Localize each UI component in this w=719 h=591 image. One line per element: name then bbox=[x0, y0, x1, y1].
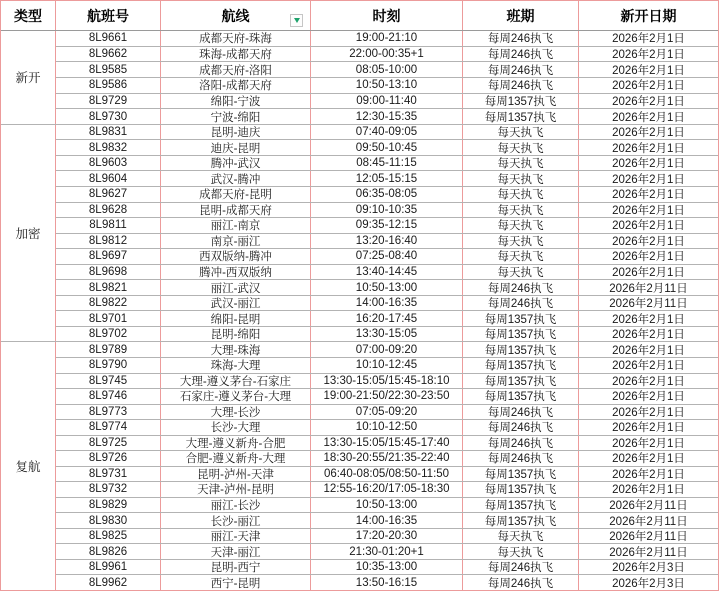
table-row bbox=[56, 543, 718, 559]
date-cell: 2026年2月1日 bbox=[612, 173, 685, 186]
schedule-cell: 每周1357执飞 bbox=[463, 482, 579, 497]
schedule-cell: 每周246执飞 bbox=[463, 280, 579, 295]
route-cell: 宁波-绵阳 bbox=[161, 109, 311, 124]
time-cell: 09:00-11:40 bbox=[311, 94, 463, 109]
group-rows bbox=[56, 31, 718, 124]
route-cell: 腾冲-武汉 bbox=[161, 156, 311, 171]
flight-cell: 8L9829 bbox=[56, 498, 161, 513]
time-cell: 14:00-16:35 bbox=[311, 513, 463, 528]
flight-cell: 8L9603 bbox=[56, 156, 161, 171]
route-cell: 西双版纳-腾冲 bbox=[161, 249, 311, 264]
flight-cell: 8L9832 bbox=[56, 140, 161, 155]
column-header-label: 航线 bbox=[221, 7, 250, 24]
table-row bbox=[56, 373, 718, 389]
group-rows bbox=[56, 125, 718, 342]
flight-cell: 8L9826 bbox=[56, 544, 161, 559]
schedule-cell: 每天执飞 bbox=[463, 234, 579, 249]
time-cell: 13:20-16:40 bbox=[311, 234, 463, 249]
route-cell: 丽江-天津 bbox=[161, 529, 311, 544]
schedule-cell: 每天执飞 bbox=[463, 187, 579, 202]
time-cell: 07:00-09:20 bbox=[311, 342, 463, 357]
table-row bbox=[56, 93, 718, 109]
schedule-cell: 每周246执飞 bbox=[463, 47, 579, 62]
route-cell: 昆明-泸州-天津 bbox=[161, 467, 311, 482]
date-cell: 2026年2月1日 bbox=[612, 158, 685, 171]
time-cell: 07:05-09:20 bbox=[311, 405, 463, 420]
time-cell: 14:00-16:35 bbox=[311, 296, 463, 311]
date-cell: 2026年2月1日 bbox=[612, 267, 685, 280]
row-group-new bbox=[1, 31, 718, 125]
time-cell: 10:10-12:45 bbox=[311, 358, 463, 373]
flight-cell: 8L9604 bbox=[56, 171, 161, 186]
time-cell: 13:50-16:15 bbox=[311, 575, 463, 590]
flight-cell: 8L9729 bbox=[56, 94, 161, 109]
column-header-label: 新开日期 bbox=[620, 7, 677, 24]
table-row bbox=[56, 202, 718, 218]
column-header-type bbox=[1, 1, 56, 30]
date-cell: 2026年2月1日 bbox=[612, 468, 685, 481]
table-row bbox=[56, 125, 718, 140]
table-row bbox=[56, 388, 718, 404]
filter-dropdown-button[interactable] bbox=[290, 14, 303, 27]
header-row bbox=[1, 1, 718, 31]
time-cell: 09:35-12:15 bbox=[311, 218, 463, 233]
route-cell: 武汉-腾冲 bbox=[161, 171, 311, 186]
flight-cell: 8L9627 bbox=[56, 187, 161, 202]
schedule-cell: 每周1357执飞 bbox=[463, 327, 579, 342]
table-row bbox=[56, 342, 718, 357]
date-cell: 2026年2月1日 bbox=[612, 64, 685, 77]
time-cell: 19:00-21:50/22:30-23:50 bbox=[311, 389, 463, 404]
date-cell: 2026年2月1日 bbox=[612, 204, 685, 217]
time-cell: 08:05-10:00 bbox=[311, 62, 463, 77]
table-row bbox=[56, 31, 718, 46]
schedule-cell: 每周246执飞 bbox=[463, 420, 579, 435]
route-cell: 昆明-成都天府 bbox=[161, 203, 311, 218]
schedule-cell: 每天执飞 bbox=[463, 156, 579, 171]
flight-cell: 8L9662 bbox=[56, 47, 161, 62]
table-row bbox=[56, 264, 718, 280]
date-cell: 2026年2月1日 bbox=[612, 437, 685, 450]
date-cell: 2026年2月1日 bbox=[612, 453, 685, 466]
route-cell: 成都天府-珠海 bbox=[161, 31, 311, 46]
route-cell: 天津-丽江 bbox=[161, 544, 311, 559]
table-row bbox=[56, 357, 718, 373]
flight-cell: 8L9586 bbox=[56, 78, 161, 93]
column-header-route bbox=[161, 1, 311, 30]
schedule-cell: 每周1357执飞 bbox=[463, 342, 579, 357]
date-cell: 2026年2月11日 bbox=[609, 500, 688, 513]
column-header-label: 时刻 bbox=[372, 7, 401, 24]
flight-cell: 8L9812 bbox=[56, 234, 161, 249]
flight-cell: 8L9745 bbox=[56, 374, 161, 389]
schedule-cell: 每周1357执飞 bbox=[463, 467, 579, 482]
time-cell: 22:00-00:35+1 bbox=[311, 47, 463, 62]
schedule-cell: 每周1357执飞 bbox=[463, 109, 579, 124]
date-cell: 2026年2月11日 bbox=[609, 531, 688, 544]
route-cell: 丽江-南京 bbox=[161, 218, 311, 233]
time-cell: 18:30-20:55/21:35-22:40 bbox=[311, 451, 463, 466]
date-cell: 2026年2月11日 bbox=[609, 515, 688, 528]
route-cell: 昆明-西宁 bbox=[161, 560, 311, 575]
schedule-cell: 每周246执飞 bbox=[463, 31, 579, 46]
route-cell: 武汉-丽江 bbox=[161, 296, 311, 311]
time-cell: 07:25-08:40 bbox=[311, 249, 463, 264]
date-cell: 2026年2月3日 bbox=[612, 562, 685, 575]
flight-cell: 8L9661 bbox=[56, 31, 161, 46]
table-row bbox=[56, 450, 718, 466]
route-cell: 昆明-迪庆 bbox=[161, 125, 311, 140]
table-row bbox=[56, 481, 718, 497]
date-cell: 2026年2月1日 bbox=[612, 313, 685, 326]
date-cell: 2026年2月1日 bbox=[612, 422, 685, 435]
table-row bbox=[56, 61, 718, 77]
date-cell: 2026年2月1日 bbox=[612, 33, 685, 46]
date-cell: 2026年2月1日 bbox=[612, 344, 685, 357]
schedule-cell: 每周246执飞 bbox=[463, 62, 579, 77]
table-row bbox=[56, 528, 718, 544]
time-cell: 08:45-11:15 bbox=[311, 156, 463, 171]
table-row bbox=[56, 435, 718, 451]
date-cell: 2026年2月11日 bbox=[609, 298, 688, 311]
date-cell: 2026年2月1日 bbox=[612, 127, 685, 140]
group-type-cell: 加密 bbox=[1, 125, 56, 342]
flight-cell: 8L9585 bbox=[56, 62, 161, 77]
flight-cell: 8L9961 bbox=[56, 560, 161, 575]
schedule-cell: 每周246执飞 bbox=[463, 78, 579, 93]
flight-cell: 8L9811 bbox=[56, 218, 161, 233]
column-header-date bbox=[579, 1, 718, 30]
time-cell: 10:10-12:50 bbox=[311, 420, 463, 435]
table-body bbox=[1, 31, 718, 590]
flight-cell: 8L9702 bbox=[56, 327, 161, 342]
time-cell: 21:30-01:20+1 bbox=[311, 544, 463, 559]
table-row bbox=[56, 77, 718, 93]
date-cell: 2026年2月1日 bbox=[612, 111, 685, 124]
column-header-schedule bbox=[463, 1, 579, 30]
time-cell: 10:50-13:00 bbox=[311, 498, 463, 513]
flight-cell: 8L9732 bbox=[56, 482, 161, 497]
route-cell: 丽江-武汉 bbox=[161, 280, 311, 295]
time-cell: 12:30-15:35 bbox=[311, 109, 463, 124]
date-cell: 2026年2月1日 bbox=[612, 329, 685, 342]
flight-cell: 8L9725 bbox=[56, 436, 161, 451]
schedule-cell: 每周1357执飞 bbox=[463, 311, 579, 326]
date-cell: 2026年2月1日 bbox=[612, 142, 685, 155]
schedule-cell: 每天执飞 bbox=[463, 140, 579, 155]
row-group-resumed bbox=[1, 342, 718, 590]
flight-cell: 8L9701 bbox=[56, 311, 161, 326]
table-row bbox=[56, 46, 718, 62]
date-cell: 2026年2月1日 bbox=[612, 406, 685, 419]
route-cell: 南京-丽江 bbox=[161, 234, 311, 249]
route-cell: 大理-长沙 bbox=[161, 405, 311, 420]
time-cell: 17:20-20:30 bbox=[311, 529, 463, 544]
flight-cell: 8L9726 bbox=[56, 451, 161, 466]
schedule-cell: 每天执飞 bbox=[463, 203, 579, 218]
schedule-cell: 每天执飞 bbox=[463, 125, 579, 140]
flight-cell: 8L9825 bbox=[56, 529, 161, 544]
route-cell: 大理-珠海 bbox=[161, 342, 311, 357]
table-row bbox=[56, 279, 718, 295]
route-cell: 珠海-成都天府 bbox=[161, 47, 311, 62]
flight-cell: 8L9697 bbox=[56, 249, 161, 264]
flight-cell: 8L9773 bbox=[56, 405, 161, 420]
time-cell: 13:30-15:05 bbox=[311, 327, 463, 342]
table-row bbox=[56, 310, 718, 326]
route-cell: 天津-泸州-昆明 bbox=[161, 482, 311, 497]
table-row bbox=[56, 326, 718, 342]
schedule-cell: 每周1357执飞 bbox=[463, 513, 579, 528]
schedule-cell: 每周1357执飞 bbox=[463, 358, 579, 373]
flight-cell: 8L9821 bbox=[56, 280, 161, 295]
table-row bbox=[56, 217, 718, 233]
time-cell: 12:55-16:20/17:05-18:30 bbox=[311, 482, 463, 497]
schedule-cell: 每天执飞 bbox=[463, 529, 579, 544]
schedule-cell: 每周1357执飞 bbox=[463, 374, 579, 389]
flight-cell: 8L9790 bbox=[56, 358, 161, 373]
schedule-cell: 每周1357执飞 bbox=[463, 389, 579, 404]
schedule-cell: 每天执飞 bbox=[463, 218, 579, 233]
flight-cell: 8L9789 bbox=[56, 342, 161, 357]
time-cell: 13:30-15:05/15:45-18:10 bbox=[311, 374, 463, 389]
table-row bbox=[56, 186, 718, 202]
route-cell: 合肥-遵义新舟-大理 bbox=[161, 451, 311, 466]
route-cell: 成都天府-昆明 bbox=[161, 187, 311, 202]
route-cell: 珠海-大理 bbox=[161, 358, 311, 373]
time-cell: 10:50-13:10 bbox=[311, 78, 463, 93]
date-cell: 2026年2月1日 bbox=[612, 95, 685, 108]
table-row bbox=[56, 404, 718, 420]
table-row bbox=[56, 419, 718, 435]
time-cell: 06:40-08:05/08:50-11:50 bbox=[311, 467, 463, 482]
flight-cell: 8L9962 bbox=[56, 575, 161, 590]
date-cell: 2026年2月1日 bbox=[612, 484, 685, 497]
route-cell: 迪庆-昆明 bbox=[161, 140, 311, 155]
column-header-flight bbox=[56, 1, 161, 30]
flight-cell: 8L9822 bbox=[56, 296, 161, 311]
date-cell: 2026年2月1日 bbox=[612, 391, 685, 404]
route-cell: 长沙-大理 bbox=[161, 420, 311, 435]
schedule-cell: 每周1357执飞 bbox=[463, 94, 579, 109]
flight-cell: 8L9746 bbox=[56, 389, 161, 404]
route-cell: 昆明-绵阳 bbox=[161, 327, 311, 342]
schedule-cell: 每天执飞 bbox=[463, 171, 579, 186]
schedule-cell: 每周246执飞 bbox=[463, 560, 579, 575]
date-cell: 2026年2月11日 bbox=[609, 282, 688, 295]
time-cell: 10:50-13:00 bbox=[311, 280, 463, 295]
group-type-cell: 新开 bbox=[1, 31, 56, 124]
row-group-increased bbox=[1, 125, 718, 343]
table-row bbox=[56, 108, 718, 124]
time-cell: 10:35-13:00 bbox=[311, 560, 463, 575]
column-header-label: 航班号 bbox=[87, 7, 129, 24]
time-cell: 16:20-17:45 bbox=[311, 311, 463, 326]
route-cell: 丽江-长沙 bbox=[161, 498, 311, 513]
table-row bbox=[56, 248, 718, 264]
table-row bbox=[56, 139, 718, 155]
group-rows bbox=[56, 342, 718, 590]
table-row bbox=[56, 497, 718, 513]
date-cell: 2026年2月1日 bbox=[612, 80, 685, 93]
group-type-cell: 复航 bbox=[1, 342, 56, 590]
flight-cell: 8L9628 bbox=[56, 203, 161, 218]
table-row bbox=[56, 170, 718, 186]
table-row bbox=[56, 233, 718, 249]
date-cell: 2026年2月1日 bbox=[612, 189, 685, 202]
time-cell: 09:50-10:45 bbox=[311, 140, 463, 155]
schedule-cell: 每天执飞 bbox=[463, 265, 579, 280]
time-cell: 19:00-21:10 bbox=[311, 31, 463, 46]
route-cell: 大理-遵义新舟-合肥 bbox=[161, 436, 311, 451]
route-cell: 大理-遵义茅台-石家庄 bbox=[161, 374, 311, 389]
column-header-label: 班期 bbox=[506, 7, 535, 24]
column-header-time bbox=[311, 1, 463, 30]
date-cell: 2026年2月1日 bbox=[612, 220, 685, 233]
date-cell: 2026年2月1日 bbox=[612, 48, 685, 61]
route-cell: 洛阳-成都天府 bbox=[161, 78, 311, 93]
route-cell: 绵阳-宁波 bbox=[161, 94, 311, 109]
table-row bbox=[56, 512, 718, 528]
flight-cell: 8L9730 bbox=[56, 109, 161, 124]
time-cell: 13:30-15:05/15:45-17:40 bbox=[311, 436, 463, 451]
date-cell: 2026年2月1日 bbox=[612, 235, 685, 248]
flight-cell: 8L9774 bbox=[56, 420, 161, 435]
table-row bbox=[56, 466, 718, 482]
table-row bbox=[56, 155, 718, 171]
route-cell: 长沙-丽江 bbox=[161, 513, 311, 528]
date-cell: 2026年2月11日 bbox=[609, 546, 688, 559]
table-row bbox=[56, 574, 718, 590]
date-cell: 2026年2月1日 bbox=[612, 360, 685, 373]
schedule-cell: 每周246执飞 bbox=[463, 451, 579, 466]
table-row bbox=[56, 559, 718, 575]
route-cell: 绵阳-昆明 bbox=[161, 311, 311, 326]
flight-cell: 8L9831 bbox=[56, 125, 161, 140]
time-cell: 07:40-09:05 bbox=[311, 125, 463, 140]
schedule-cell: 每周246执飞 bbox=[463, 296, 579, 311]
route-cell: 石家庄-遵义茅台-大理 bbox=[161, 389, 311, 404]
time-cell: 12:05-15:15 bbox=[311, 171, 463, 186]
time-cell: 13:40-14:45 bbox=[311, 265, 463, 280]
schedule-cell: 每周246执飞 bbox=[463, 575, 579, 590]
schedule-cell: 每天执飞 bbox=[463, 544, 579, 559]
date-cell: 2026年2月1日 bbox=[612, 251, 685, 264]
flight-cell: 8L9731 bbox=[56, 467, 161, 482]
flight-cell: 8L9830 bbox=[56, 513, 161, 528]
schedule-cell: 每周246执飞 bbox=[463, 405, 579, 420]
schedule-cell: 每周1357执飞 bbox=[463, 498, 579, 513]
route-cell: 成都天府-洛阳 bbox=[161, 62, 311, 77]
schedule-cell: 每周246执飞 bbox=[463, 436, 579, 451]
date-cell: 2026年2月3日 bbox=[612, 577, 685, 590]
route-cell: 腾冲-西双版纳 bbox=[161, 265, 311, 280]
schedule-cell: 每天执飞 bbox=[463, 249, 579, 264]
flight-cell: 8L9698 bbox=[56, 265, 161, 280]
route-cell: 西宁-昆明 bbox=[161, 575, 311, 590]
table-row bbox=[56, 295, 718, 311]
time-cell: 09:10-10:35 bbox=[311, 203, 463, 218]
column-header-label: 类型 bbox=[14, 7, 42, 24]
date-cell: 2026年2月1日 bbox=[612, 375, 685, 388]
filter-arrow-icon bbox=[294, 18, 300, 23]
time-cell: 06:35-08:05 bbox=[311, 187, 463, 202]
